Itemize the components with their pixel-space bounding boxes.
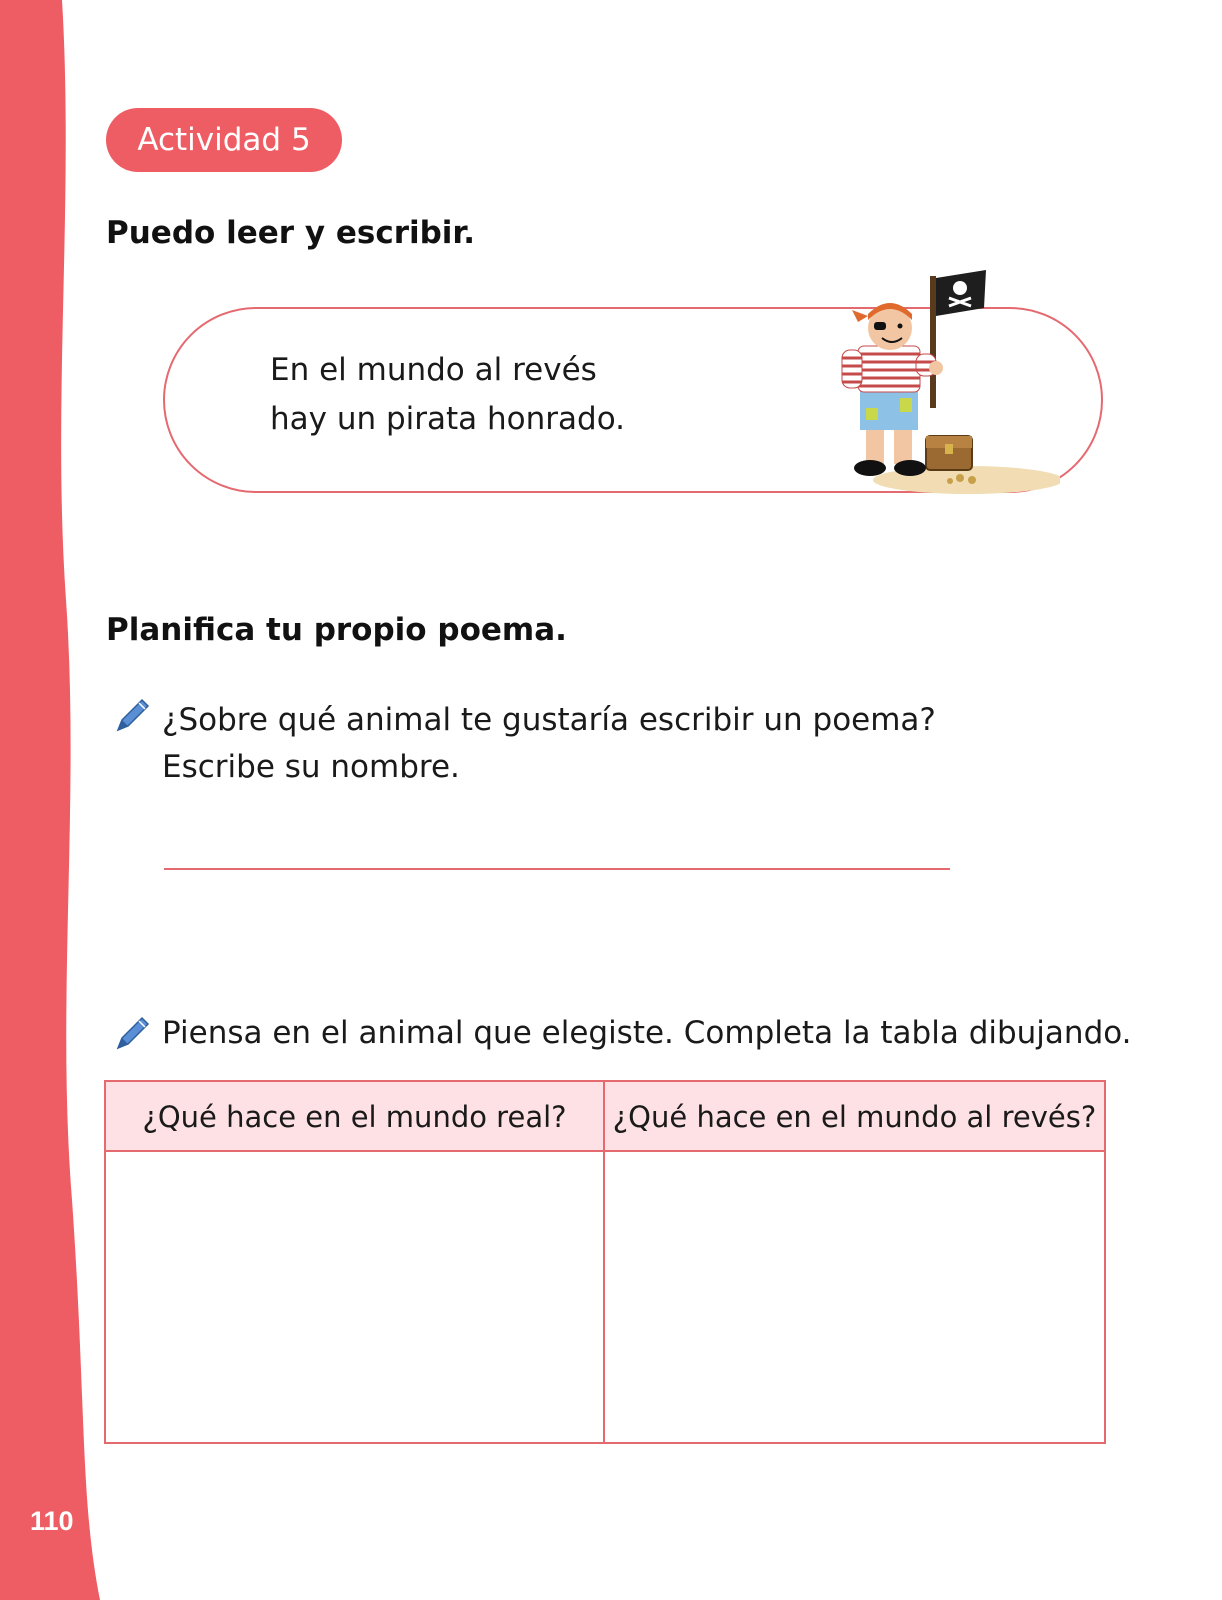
table-header-upside-down-world: ¿Qué hace en el mundo al revés? bbox=[605, 1082, 1104, 1152]
page-number: 110 bbox=[30, 1506, 74, 1536]
table-cell-real-world-drawing[interactable] bbox=[106, 1152, 605, 1442]
activity-badge: Actividad 5 bbox=[106, 108, 342, 172]
section-heading-plan-poem: Planifica tu propio poema. bbox=[106, 612, 567, 648]
pirate-illustration bbox=[818, 258, 1060, 494]
drawing-table bbox=[104, 1080, 1106, 1444]
instruction-table-line: Piensa en el animal que elegiste. Completa la tabla dibujando. bbox=[162, 1015, 1132, 1051]
pencil-icon bbox=[112, 694, 154, 736]
poem-line: En el mundo al revés bbox=[270, 352, 597, 388]
table-header-real-world: ¿Qué hace en el mundo real? bbox=[106, 1082, 605, 1152]
section-heading-read-write: Puedo leer y escribir. bbox=[106, 215, 476, 251]
instruction-question-line: Escribe su nombre. bbox=[162, 749, 460, 785]
table-cell-upside-down-drawing[interactable] bbox=[605, 1152, 1104, 1442]
instruction-question-line: ¿Sobre qué animal te gustaría escribir un poema? bbox=[162, 702, 936, 738]
answer-line[interactable] bbox=[164, 868, 950, 870]
side-band bbox=[0, 0, 110, 1600]
poem-line: hay un pirata honrado. bbox=[270, 401, 625, 437]
pencil-icon bbox=[112, 1012, 154, 1054]
